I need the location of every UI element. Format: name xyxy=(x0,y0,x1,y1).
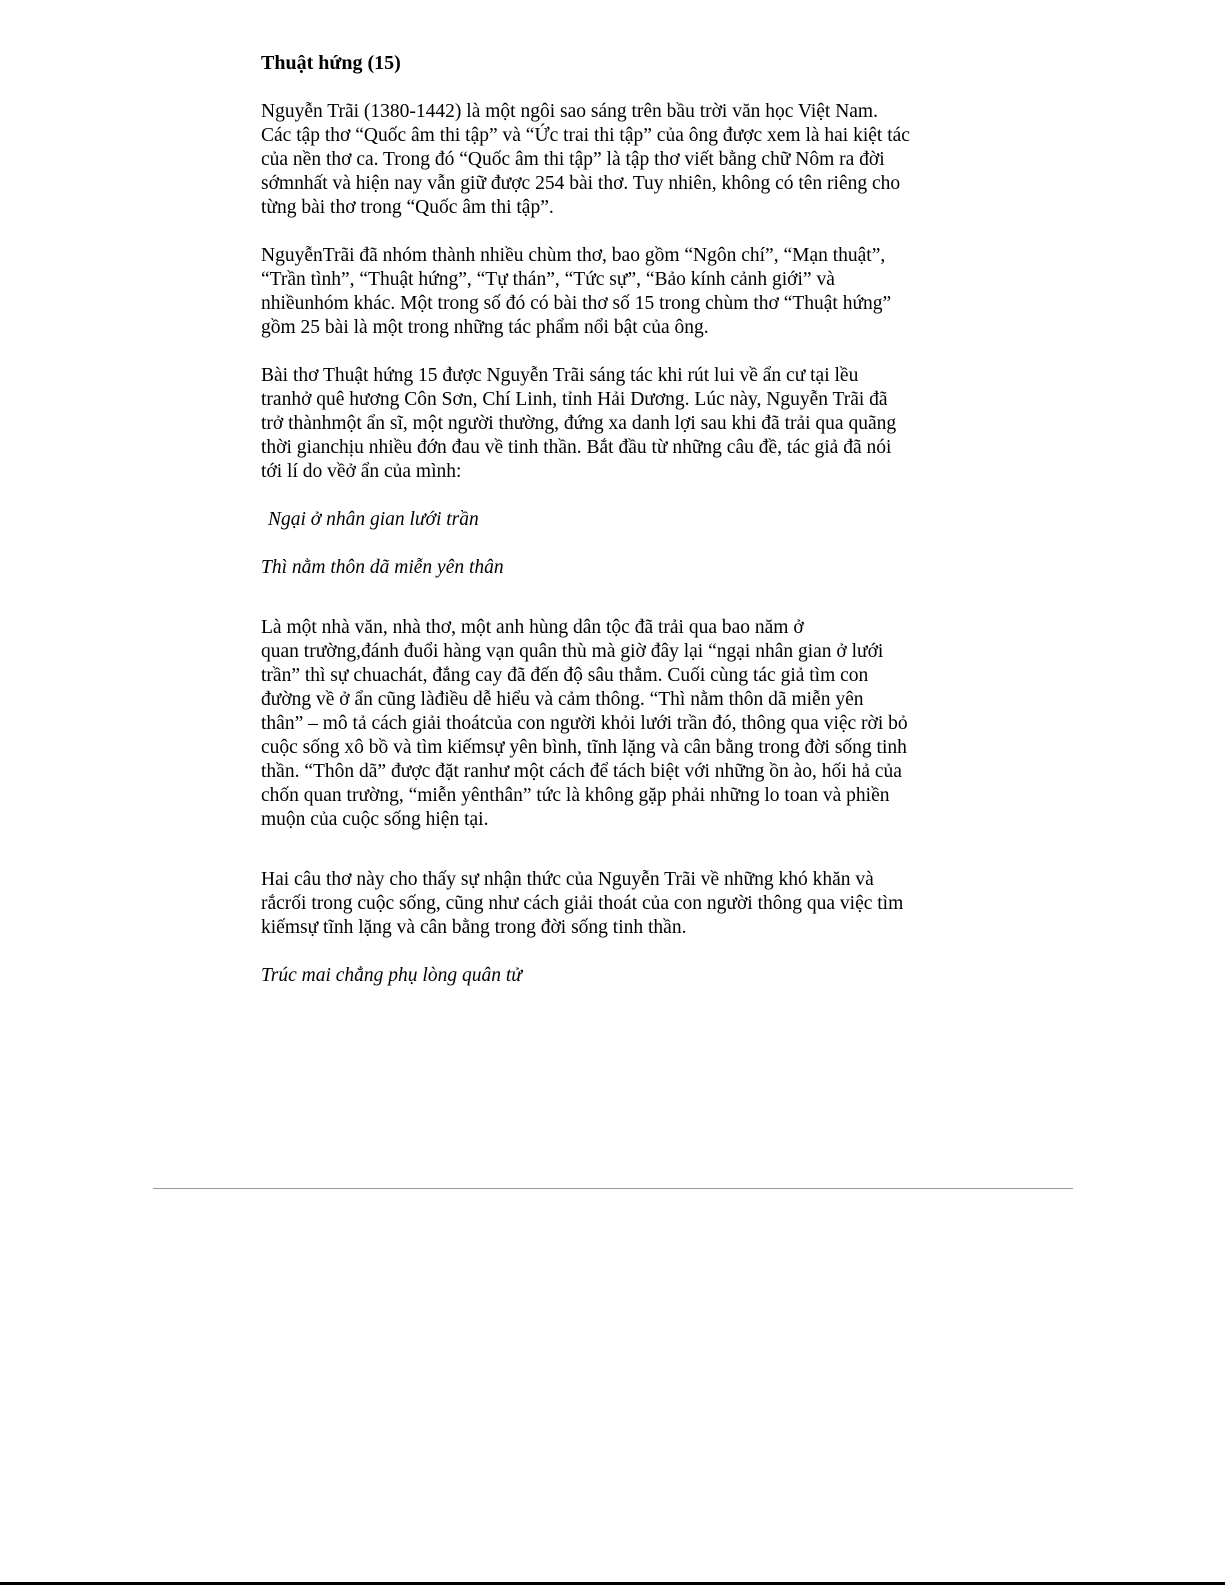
text-line: Là một nhà văn, nhà thơ, một anh hùng dân tộc đã trải qua bao năm ở xyxy=(261,617,804,638)
text-line: tranhở quê hương Côn Sơn, Chí Linh, tỉnh Hải Dương. Lúc này, Nguyễn Trãi đã xyxy=(261,389,888,410)
document-body xyxy=(261,50,971,1012)
document-title: Thuật hứng (15) xyxy=(261,52,401,74)
verse-line: Trúc mai chẳng phụ lòng quân tử xyxy=(261,965,522,986)
text-line: thần. “Thôn dã” được đặt ranhư một cách để tách biệt với những ồn ào, hối hả của xyxy=(261,761,902,782)
text-line: thân” – mô tả cách giải thoátcủa con người khỏi lưới trần đó, thông qua việc rời bỏ xyxy=(261,713,908,734)
text-line: trở thànhmột ẩn sĩ, một người thường, đứng xa danh lợi sau khi đã trải qua quãng xyxy=(261,413,897,434)
text-line: Hai câu thơ này cho thấy sự nhận thức của Nguyễn Trãi về những khó khăn và xyxy=(261,869,874,890)
paragraph-analysis xyxy=(261,616,971,832)
text-line: từng bài thơ trong “Quốc âm thi tập”. xyxy=(261,197,554,218)
text-line: cuộc sống xô bồ và tìm kiếmsự yên bình, tĩnh lặng và cân bằng trong đời sống tinh xyxy=(261,737,907,758)
paragraph-context xyxy=(261,364,971,484)
text-line: Bài thơ Thuật hứng 15 được Nguyễn Trãi sáng tác khi rút lui về ẩn cư tại lều xyxy=(261,365,859,386)
text-line: chốn quan trường, “miễn yênthân” tức là không gặp phải những lo toan và phiền xyxy=(261,785,890,806)
text-line: sớmnhất và hiện nay vẫn giữ được 254 bài thơ. Tuy nhiên, không có tên riêng cho xyxy=(261,173,901,194)
text-line: đường về ở ẩn cũng làđiều dễ hiểu và cảm thông. “Thì nằm thôn dã miễn yên xyxy=(261,689,864,710)
text-line: kiếmsự tĩnh lặng và cân bằng trong đời sống tinh thần. xyxy=(261,917,687,938)
paragraph-conclusion xyxy=(261,868,971,940)
page-divider xyxy=(153,1188,1073,1189)
text-line: của nền thơ ca. Trong đó “Quốc âm thi tập” là tập thơ viết bằng chữ Nôm ra đời xyxy=(261,149,885,170)
paragraph-poem-groups xyxy=(261,244,971,340)
verse-line: Ngại ở nhân gian lưới trần xyxy=(268,509,479,530)
paragraph-intro xyxy=(261,100,971,220)
text-line: muộn của cuộc sống hiện tại. xyxy=(261,809,489,830)
text-line: tới lí do vềở ẩn của mình: xyxy=(261,461,462,482)
text-line: NguyễnTrãi đã nhóm thành nhiều chùm thơ, bao gồm “Ngôn chí”, “Mạn thuật”, xyxy=(261,245,886,266)
text-line: nhiềunhóm khác. Một trong số đó có bài thơ số 15 trong chùm thơ “Thuật hứng” xyxy=(261,293,892,314)
text-line: thời gianchịu nhiều đớn đau về tinh thần. Bắt đầu từ những câu đề, tác giả đã nói xyxy=(261,437,892,458)
text-line: quan trường,đánh đuổi hàng vạn quân thù mà giờ đây lại “ngại nhân gian ở lưới xyxy=(261,641,884,662)
text-line: Các tập thơ “Quốc âm thi tập” và “Ức trai thi tập” của ông được xem là hai kiệt tác xyxy=(261,125,910,146)
text-line: “Trần tình”, “Thuật hứng”, “Tự thán”, “Tức sự”, “Bảo kính cảnh giới” và xyxy=(261,269,835,290)
text-line: Nguyễn Trãi (1380-1442) là một ngôi sao sáng trên bầu trời văn học Việt Nam. xyxy=(261,101,878,122)
text-line: trần” thì sự chuachát, đắng cay đã đến độ sâu thẳm. Cuối cùng tác giả tìm con xyxy=(261,665,869,686)
text-line: rắcrối trong cuộc sống, cũng như cách giải thoát của con người thông qua việc tìm xyxy=(261,893,904,914)
verse-line: Thì nằm thôn dã miễn yên thân xyxy=(261,557,504,578)
text-line: gồm 25 bài là một trong những tác phẩm nổi bật của ông. xyxy=(261,317,709,338)
